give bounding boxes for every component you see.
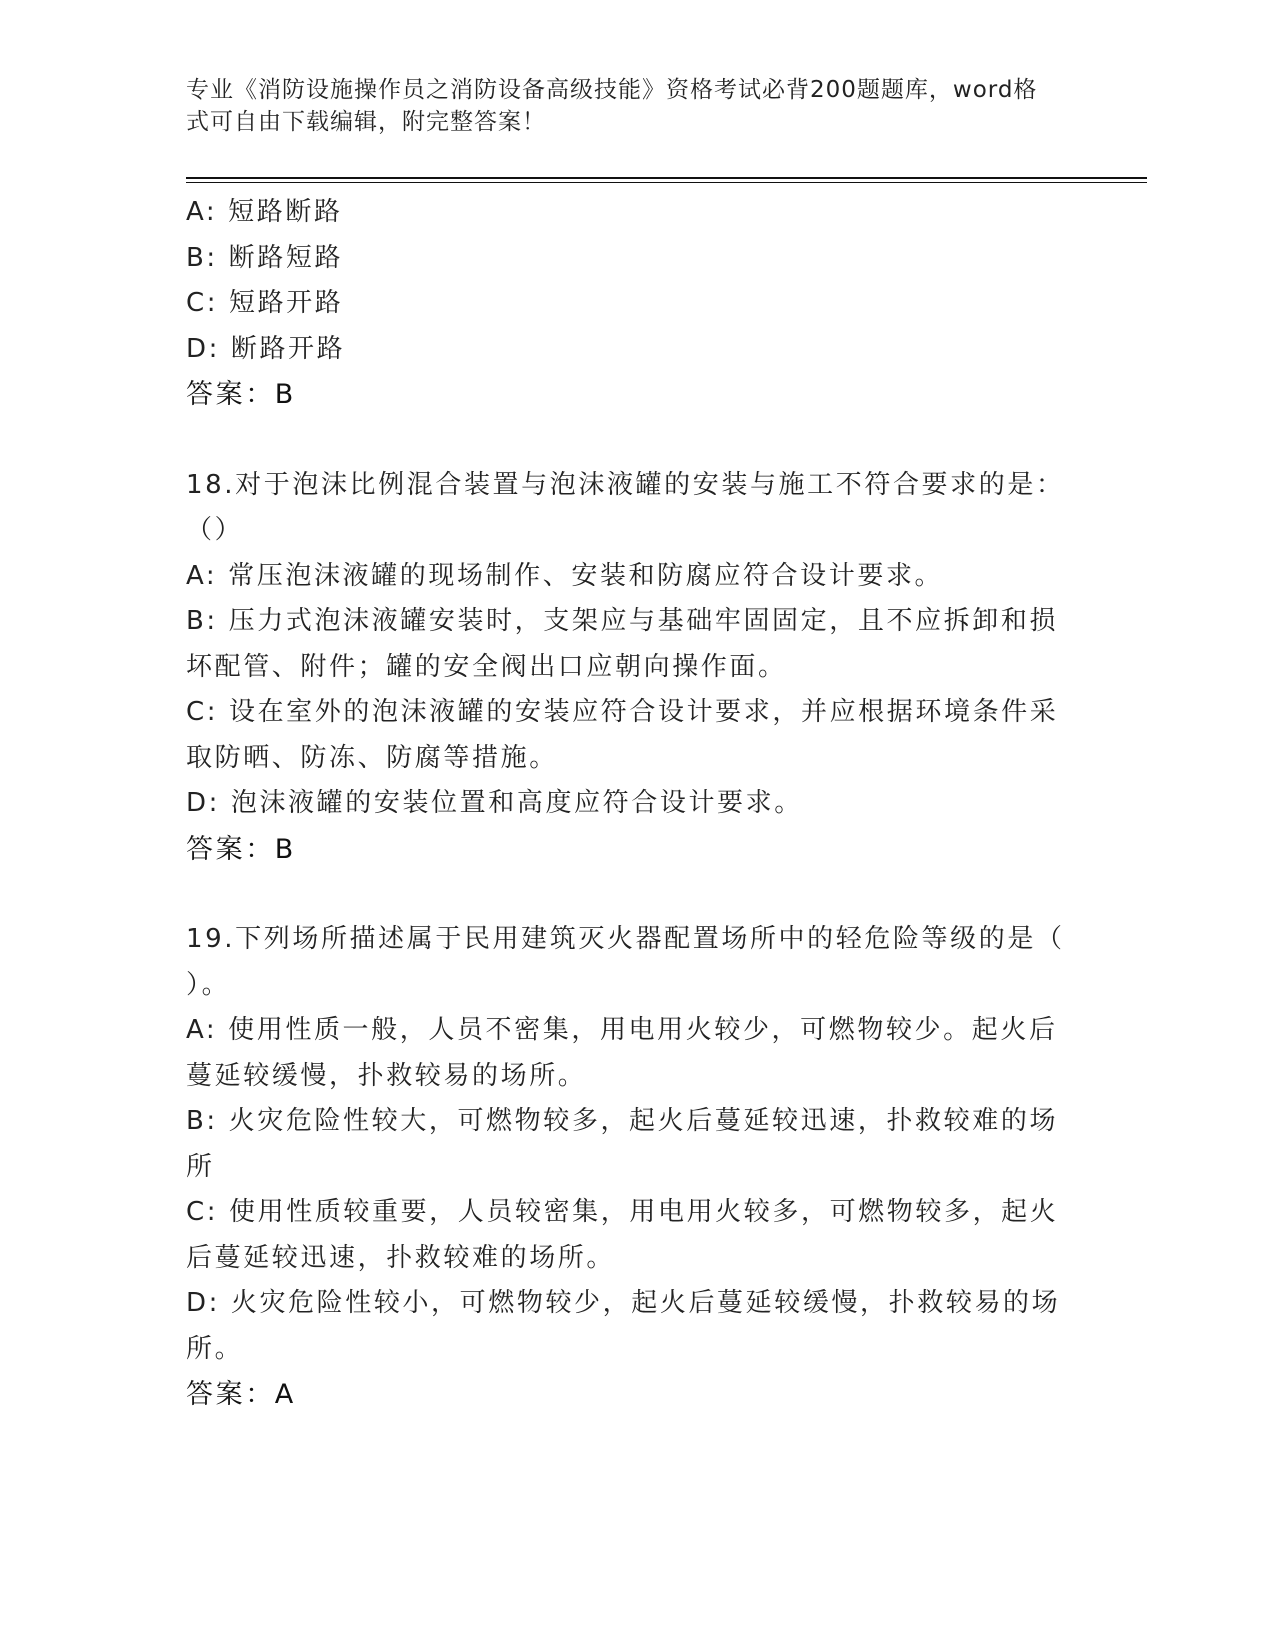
document-body xyxy=(186,190,1066,1418)
option-c-continued: 后蔓延较迅速，扑救较难的场所。 xyxy=(186,1242,616,1273)
option-a: A: 使用性质一般，人员不密集，用电用火较少，可燃物较少。起火后 xyxy=(186,1015,1058,1045)
spacer xyxy=(186,418,1066,463)
question-text: ）。 xyxy=(186,969,231,1000)
question-text: 19.下列场所描述属于民用建筑灭火器配置场所中的轻危险等级的是（ xyxy=(186,924,1065,954)
question-19 xyxy=(186,917,1066,1418)
option-c: C: 设在室外的泡沫液罐的安装应符合设计要求，并应根据环境条件采 xyxy=(186,697,1059,727)
question-18 xyxy=(186,463,1066,873)
page-header xyxy=(186,74,1066,138)
option-b-continued: 坏配管、附件；罐的安全阀出口应朝向操作面。 xyxy=(186,651,787,682)
option-c-continued: 取防晒、防冻、防腐等措施。 xyxy=(186,742,558,773)
option-d: D: 泡沫液罐的安装位置和高度应符合设计要求。 xyxy=(186,788,803,818)
option-d: D: 火灾危险性较小，可燃物较少，起火后蔓延较缓慢，扑救较易的场 xyxy=(186,1288,1061,1318)
question-text: （） xyxy=(186,515,244,545)
option-d: D: 断路开路 xyxy=(186,333,346,364)
option-a-continued: 蔓延较缓慢，扑救较易的场所。 xyxy=(186,1060,587,1091)
answer: 答案：B xyxy=(186,833,296,865)
option-c: C: 使用性质较重要，人员较密集，用电用火较多，可燃物较多，起火 xyxy=(186,1197,1059,1227)
answer: 答案：A xyxy=(186,1379,296,1410)
header-rule-thick xyxy=(186,177,1147,179)
option-b-continued: 所 xyxy=(186,1151,215,1182)
option-a: A: 短路断路 xyxy=(186,197,343,227)
question-text: 18.对于泡沫比例混合装置与泡沫液罐的安装与施工不符合要求的是： xyxy=(186,469,1065,500)
option-b: B: 火灾危险性较大，可燃物较多，起火后蔓延较迅速，扑救较难的场 xyxy=(186,1106,1059,1136)
option-a: A: 常压泡沫液罐的现场制作、安装和防腐应符合设计要求。 xyxy=(186,560,944,591)
question-17 xyxy=(186,190,1066,418)
spacer xyxy=(186,872,1066,917)
header-rule-thin xyxy=(186,182,1147,183)
header-line-1: 专业《消防设施操作员之消防设备高级技能》资格考试必背200题题库，word格 xyxy=(186,77,1038,103)
option-b: B: 断路短路 xyxy=(186,242,344,273)
option-d-continued: 所。 xyxy=(186,1333,244,1364)
header-line-2: 式可自由下载编辑，附完整答案！ xyxy=(186,109,546,135)
option-c: C: 短路开路 xyxy=(186,288,344,318)
answer: 答案：B xyxy=(186,379,296,410)
option-b: B: 压力式泡沫液罐安装时，支架应与基础牢固固定，且不应拆卸和损 xyxy=(186,606,1059,636)
